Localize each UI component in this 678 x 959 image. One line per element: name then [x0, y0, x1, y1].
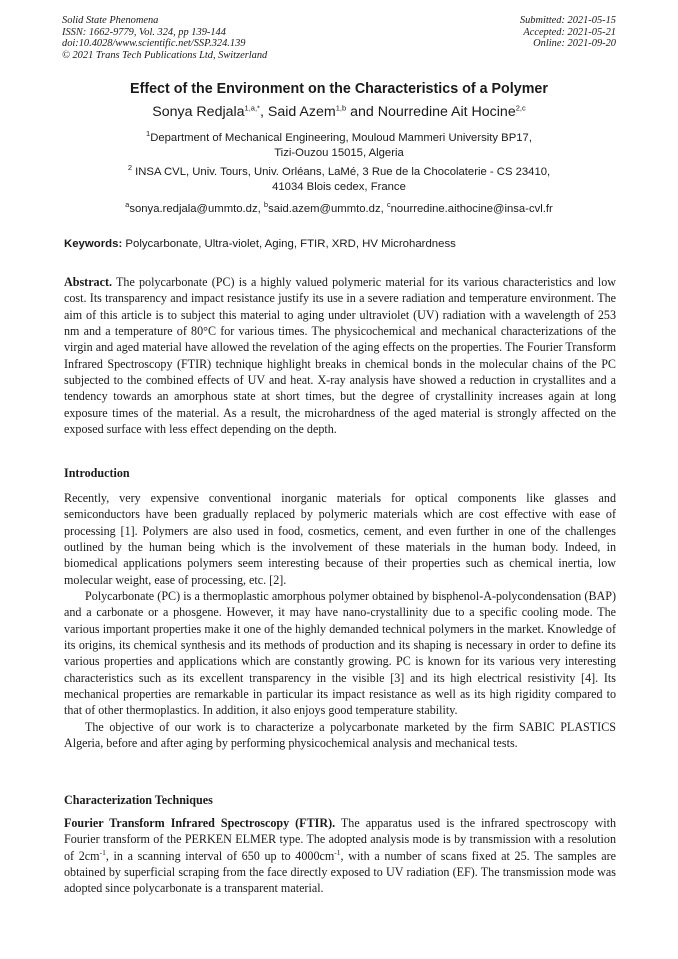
email-address[interactable]: nourredine.aithocine@insa-cvl.fr: [390, 203, 553, 215]
email-superscript: c: [386, 200, 391, 210]
keywords-label: Keywords:: [64, 238, 123, 250]
abstract-text: The polycarbonate (PC) is a highly valued polymeric material for its various characteristics and low cost. Its transparency and impact resistance justify its use in a severe radiation and temperature environment. The aim of this article is to subject this material to aging under ultraviolet (UV) radiation with a wavelength of 253 nm and a temperature of 80°C for various times. The physicochemical and mechanical characterizations of the virgin and aged material have allowed the revelation of the aging effects on the properties. The Fourier Transform Infrared Spectroscopy (FTIR) technique highlight breaks in chemical bonds in the molecular chains of the PC subjected to the combined effects of UV and heat. X-ray analysis have showed a reduction in crystallites and a tendency towards an amorphous state at short times, but the degree of crystallinity increases again at long exposure times of the material. As a result, the microhardness of the aged material is strongly affected on the exposed surface with less effect depending on the depth.: [64, 275, 616, 437]
characterization-heading: Characterization Techniques: [64, 793, 213, 807]
keywords-list: Polycarbonate, Ultra-violet, Aging, FTIR, XRD, HV Microhardness: [122, 238, 456, 250]
email-superscript: a: [125, 200, 130, 210]
author-name: Sonya Redjala: [152, 104, 245, 120]
author-superscript: 2,c: [515, 103, 526, 113]
affiliation-1: [0, 131, 678, 161]
affiliation-line: Department of Mechanical Engineering, Mouloud Mammeri University BP17,: [150, 132, 532, 144]
journal-issn: ISSN: 1662-9779, Vol. 324, pp 139-144: [62, 26, 226, 38]
email-address[interactable]: sonya.redjala@ummto.dz,: [129, 203, 264, 215]
abstract-label: Abstract.: [64, 275, 113, 289]
author-separator: ,: [259, 104, 268, 120]
author-superscript: 1,b: [335, 103, 347, 113]
paper-title: Effect of the Environment on the Characteristics of a Polymer: [130, 81, 548, 97]
author-superscript: 1,a,*: [244, 103, 260, 113]
accepted-date: Accepted: 2021-05-21: [523, 26, 616, 38]
affiliation-superscript: 1: [146, 129, 151, 139]
paragraph-text: The apparatus used is the infrared spectroscopy with Fourier transform of the PERKEN ELMER type. The adopted analysis mode is by transmission with a resolution of 2cm: [64, 816, 616, 863]
introduction-body: [64, 490, 616, 752]
author-name: Nourredine Ait Hocine: [377, 104, 516, 120]
author-name: Said Azem: [267, 104, 336, 120]
publication-dates: [520, 15, 616, 50]
characterization-body: [64, 815, 616, 897]
unit-superscript: -1: [99, 847, 106, 857]
author-list: [0, 104, 678, 120]
email-superscript: b: [263, 200, 269, 210]
paragraph: The objective of our work is to characterize a polycarbonate marketed by the firm SABIC PLASTICS Algeria, before and after aging by performing physicochemical analysis and mechanical tests.: [64, 719, 616, 751]
paragraph: Polycarbonate (PC) is a thermoplastic amorphous polymer obtained by bisphenol-A-polycondensation (BAP) and a carbonate or a phosgene. However, it may have nano-crystallinity due to a specific cooling mode. The various important properties make it one of the highly demanded technical polymers in the market. Knowledge of its origins, its chemical synthesis and its methods of production and its shaping is necessary in order to define its various properties and applications which are constantly growing. PC is known for its various very interesting characteristics such as its excellent transparency in the visible [3] and its high electrical resistivity [4]. Its mechanical properties are remarkable in particular its impact resistance as well as its high rigidity compared to that of other thermoplastics. In addition, it also enjoys good temperature stability.: [64, 589, 616, 718]
journal-doi: doi:10.4028/www.scientific.net/SSP.324.139: [62, 38, 246, 50]
affiliation-line: INSA CVL, Univ. Tours, Univ. Orléans, LaMé, 3 Rue de la Chocolaterie - CS 23410,: [131, 166, 551, 178]
author-emails: [0, 202, 678, 217]
journal-copyright: © 2021 Trans Tech Publications Ltd, Switzerland: [62, 49, 268, 61]
journal-name: Solid State Phenomena: [62, 15, 159, 26]
affiliation-line: Tizi-Ouzou 15015, Algeria: [274, 147, 404, 159]
email-address[interactable]: said.azem@ummto.dz,: [268, 203, 387, 215]
affiliation-2: [0, 165, 678, 195]
subsection-lead: Fourier Transform Infrared Spectroscopy (FTIR).: [64, 816, 336, 830]
paragraph-text: , with a number of scans fixed at 25. The samples are obtained by superficial scraping from the face directly exposed to UV radiation (EF). The transmission mode was adopted since polycarbonate is a transparent material.: [64, 848, 616, 896]
keywords: [64, 238, 616, 250]
affiliation-line: 41034 Blois cedex, France: [272, 181, 406, 193]
introduction-heading: Introduction: [64, 466, 130, 480]
unit-superscript: -1: [334, 847, 341, 857]
affiliation-superscript: 2: [127, 163, 132, 173]
paragraph-text: , in a scanning interval of 650 up to 4000cm: [105, 848, 335, 863]
paragraph: Recently, very expensive conventional inorganic materials for optical components like glasses and semiconductors have been gradually replaced by polymeric materials which are cost effective with ease of processing [1]. Polymers are also used in food, cosmetics, cement, and even further in one of the challenges outlined by the human being which is the involvement of these materials in the human body. Indeed, in biomedical applications polymers seem interesting because of their properties such as chemical inertia, low molecular weight, ease of processing, etc. [2].: [64, 491, 616, 587]
abstract: [64, 274, 616, 437]
submitted-date: Submitted: 2021-05-15: [519, 15, 616, 26]
online-date: Online: 2021-09-20: [533, 38, 616, 50]
journal-info: [62, 15, 267, 61]
paragraph: [64, 815, 616, 897]
author-separator: and: [346, 104, 378, 120]
